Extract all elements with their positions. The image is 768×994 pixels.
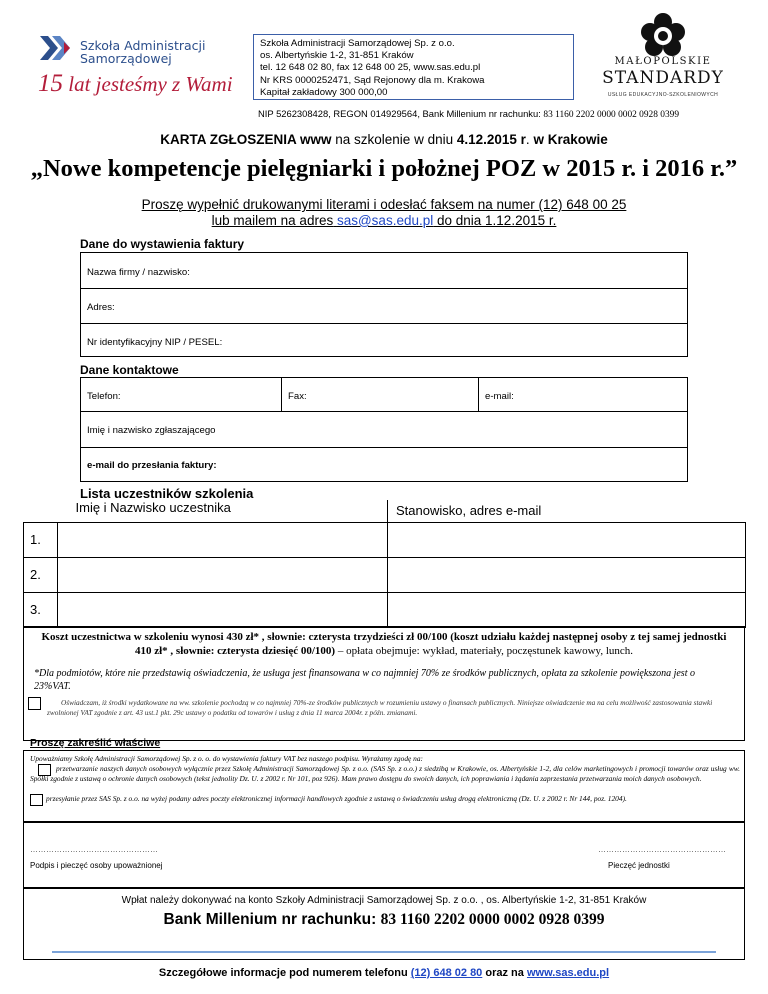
participants-heading: Lista uczestników szkolenia: [80, 486, 254, 501]
public-funds-declaration: [47, 698, 737, 718]
company-address-box: [253, 34, 574, 100]
invoice-email-field[interactable]: e-mail do przesłania faktury:: [87, 460, 217, 471]
footer-phone-link[interactable]: (12) 648 02 80: [410, 967, 483, 979]
instructions-pre: lub mailem na adres: [211, 213, 334, 228]
table-row: [24, 592, 746, 627]
form-title-line: [0, 132, 768, 147]
participant-position-cell[interactable]: [388, 557, 746, 592]
consent-heading: Proszę zakreślić właściwe: [30, 737, 161, 749]
sas-logo: [36, 34, 233, 104]
payment-text: Wpłat należy dokonywać na konto Szkoły Administracji Samorządowej Sp. z o.o. , os. Albertyńskie 1-2, 31-851 Kraków: [121, 895, 647, 906]
declaration-text: Oświadczam, iż środki wydatkowane na ww. szkolenie pochodzą w co najmniej 70%-ze środków publicznych w rozumieniu ustawy o finansach publicznych. Niniejsze oświadczenie ma na celu możliwość zastosowania stawki zwolnionej VAT zgodnie z art. 43 ust.1 pkt. 29c ustawy o podatku od towarów i usług z dnia 11 marca 2004r. z późn. zmianami.: [47, 698, 713, 717]
divider: [52, 951, 716, 953]
consent-item-1-text: przetwarzanie naszych danych osobowych wyłącznie przez Szkołę Administracji Samorządowej Sp. z o.o. (SAS Sp. z o.o.) z siedzibą w Krakowie, os. Albertyńskie 1-2, dla celów marketingowych i promocji towarów oraz usług ww. Spółki zgodnie z ustawą o ochronie danych osobowych (tekst jednolity Dz. U. z 2002 r. Nr 101, poz 926). Mam prawo dostępu do swoich danych, ich poprawiania i żądania zaprzestania przetwarzania moich danych osobowych.: [30, 764, 740, 783]
cost-box: [23, 626, 745, 741]
address-line: Szkoła Administracji Samorządowej Sp. z o.o.: [260, 38, 455, 49]
participant-name-cell[interactable]: [58, 522, 388, 557]
sas-name-line2: Samorządowej: [80, 51, 172, 66]
signature-box: [23, 822, 745, 888]
form-title: KARTA ZGŁOSZENIA www: [160, 132, 332, 147]
invoice-fields-box: [80, 252, 688, 357]
tax-id-field[interactable]: Nr identyfikacyjny NIP / PESEL:: [87, 337, 223, 348]
signature-label-right: Pieczęć jednostki: [608, 861, 670, 870]
course-title: „Nowe kompetencje pielęgniarki i położnej POZ w 2015 r. i 2016 r.”: [30, 155, 738, 182]
phone-field[interactable]: Telefon:: [87, 391, 121, 402]
training-date: 4.12.2015 r: [456, 132, 526, 147]
cost-text: [34, 630, 734, 658]
cost-suffix-text: – opłata obejmuje: wykład, materiały, poczęstunek kawowy, lunch.: [335, 645, 634, 657]
participant-name-cell[interactable]: [58, 557, 388, 592]
public-funds-checkbox[interactable]: [28, 697, 41, 710]
title-sep: .: [525, 132, 530, 147]
applicant-name-field[interactable]: Imię i nazwisko zgłaszającego: [87, 425, 216, 436]
nip-text: NIP 5262308428, REGON 014929564, Bank Millenium nr rachunku:: [258, 108, 541, 119]
address-line: os. Albertyńskie 1-2, 31-851 Kraków: [260, 50, 414, 62]
row-number: 1.: [24, 522, 58, 557]
consent-box: [23, 750, 745, 822]
address-line: tel. 12 648 02 80, fax 12 648 00 25, www.sas.edu.pl: [260, 62, 481, 74]
table-header-row: [24, 500, 746, 522]
sas-tagline: [38, 70, 233, 98]
contact-fields-box: [80, 377, 688, 482]
instructions-post: do dnia 1.12.2015 r.: [437, 213, 557, 228]
row-number: 3.: [24, 592, 58, 627]
training-place: w Krakowie: [533, 132, 608, 147]
logo-text-subtitle: USŁUG EDUKACYJNO-SZKOLENIOWYCH: [607, 92, 719, 98]
invoice-heading: Dane do wystawienia faktury: [80, 237, 245, 251]
footer-info: [0, 967, 768, 979]
nip-line: [258, 108, 679, 120]
consent-item-2-text: przesyłanie przez SAS Sp. z o.o. na wyżej podany adres poczty elektronicznej informacji handlowych zgodnie z ustawą o świadczeniu usług drogą elektroniczną (Dz. U. z 2002 r. Nr 144, poz. 1204).: [46, 794, 627, 803]
logo-text-standardy: STANDARDY: [602, 68, 724, 88]
table-row: [24, 557, 746, 592]
signature-dots-right: …………………………………………: [598, 845, 726, 854]
footer-mid: oraz na: [485, 967, 524, 979]
col-header-name: Imię i Nazwisko uczestnika: [58, 500, 388, 522]
logo-text-malopolskie: MAŁOPOLSKIE: [614, 56, 712, 67]
address-line: Kapitał zakładowy 300 000,00: [260, 86, 388, 98]
bank-label: Bank Millenium nr rachunku:: [163, 911, 377, 928]
payment-box: [23, 888, 745, 960]
participants-table: [23, 500, 746, 628]
footer-pre: Szczegółowe informacje pod numerem telefonu: [158, 967, 408, 979]
participant-name-cell[interactable]: [58, 592, 388, 627]
sas-tagline-text: lat jesteśmy z Wami: [68, 72, 233, 96]
consent-intro: Upoważniamy Szkołę Administracji Samorządowej Sp. z o. o. do wystawienia faktury VAT bez naszego podpisu. Wyrażamy zgodę na:: [30, 754, 423, 763]
bank-account-number: 83 1160 2202 0000 0002 0928 0399: [380, 911, 605, 928]
signature-dots-left: …………………………………………: [30, 845, 158, 854]
flower-icon: [638, 12, 688, 58]
sas-logo-mark-icon: [36, 34, 76, 62]
sas-name-line1: Szkoła Administracji: [80, 38, 206, 53]
address-line: Nr KRS 0000252471, Sąd Rejonowy dla m. Krakowa: [260, 74, 485, 86]
address-field[interactable]: Adres:: [87, 302, 115, 313]
signature-label-left: Podpis i pieczęć osoby upoważnionej: [30, 861, 163, 870]
form-title-text: na szkolenie w dniu: [335, 132, 454, 147]
fax-field[interactable]: Fax:: [288, 391, 307, 402]
email-link[interactable]: sas@sas.edu.pl: [336, 213, 434, 228]
footer-website-link[interactable]: www.sas.edu.pl: [526, 967, 610, 979]
consent-item-1: [30, 764, 740, 784]
cost-main-text: Koszt uczestnictwa w szkoleniu wynosi 430 zł* , słownie: czterysta trzydzieści zł 00/100 (koszt udziału każdej następnej osoby z tej samej jednostki 410 zł* , słownie: czterysta dziesięć 00/100): [41, 631, 727, 657]
col-header-position: Stanowisko, adres e-mail: [388, 500, 746, 522]
nip-account-number: 83 1160 2202 0000 0002 0928 0399: [543, 110, 680, 120]
participant-position-cell[interactable]: [388, 522, 746, 557]
table-row: [24, 522, 746, 557]
company-name-field[interactable]: Nazwa firmy / nazwisko:: [87, 267, 190, 278]
participant-position-cell[interactable]: [388, 592, 746, 627]
consent-item-2: [30, 794, 740, 804]
malopolskie-standardy-logo: [598, 12, 728, 102]
row-number: 2.: [24, 557, 58, 592]
vat-note: *Dla podmiotów, które nie przedstawią oświadczenia, że usługa jest finansowana w co najmniej 70% ze środków publicznych, opłata za szkolenie powiększona jest o 23%VAT.: [34, 668, 695, 692]
instructions-line2: [0, 213, 768, 228]
instructions-line1: Proszę wypełnić drukowanymi literami i odesłać faksem na numer (12) 648 00 25: [141, 197, 627, 212]
sas-tagline-number: 15: [38, 70, 63, 97]
email-field[interactable]: e-mail:: [485, 391, 514, 402]
contact-heading: Dane kontaktowe: [80, 363, 179, 377]
bank-account-line: [24, 911, 744, 929]
